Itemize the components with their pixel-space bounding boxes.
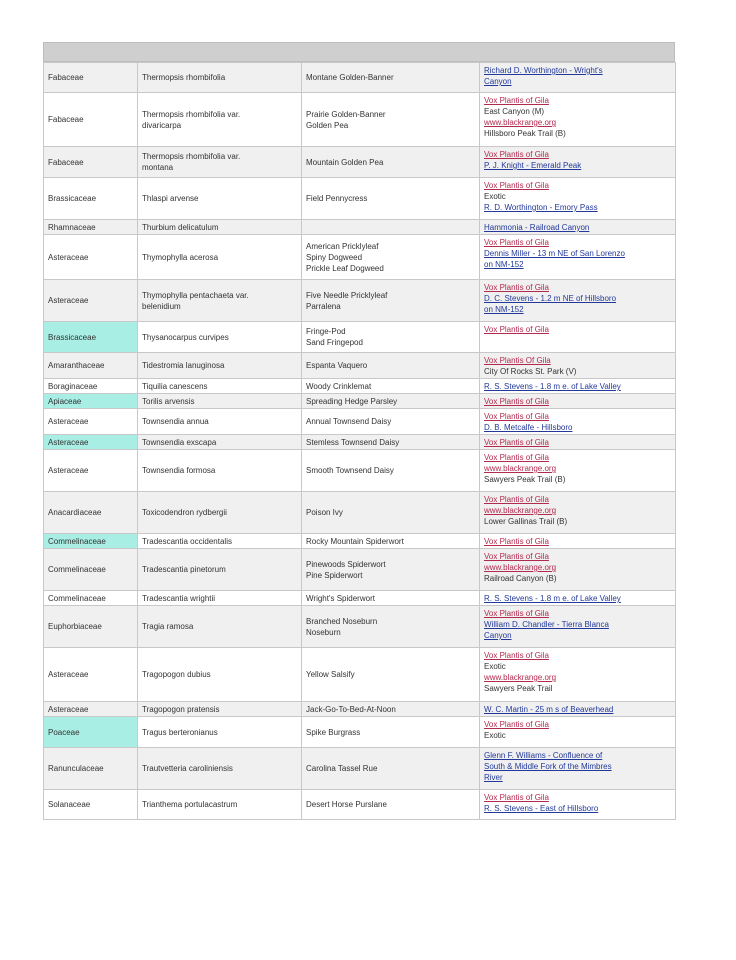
- common-name-line: Poison Ivy: [306, 508, 343, 517]
- table-row: [44, 220, 676, 235]
- common-name-cell: [302, 748, 480, 790]
- table-row: [44, 702, 676, 717]
- family-cell: Commelinaceae: [44, 549, 138, 591]
- family-cell: Fabaceae: [44, 93, 138, 147]
- scientific-name-cell: [138, 450, 302, 492]
- common-name-line: Spike Burgrass: [306, 727, 361, 737]
- common-name-line: Branched Noseburn: [306, 616, 378, 626]
- table-row: [44, 591, 676, 606]
- reference-cell: [480, 394, 676, 409]
- scientific-name-line: divaricarpa: [142, 120, 182, 130]
- family-cell: Brassicaceae: [44, 322, 138, 353]
- common-name-line: Five Needle Pricklyleaf: [306, 290, 388, 300]
- reference-cell: [480, 93, 676, 147]
- reference-link[interactable]: www.blackrange.org: [484, 506, 557, 515]
- common-name-line: Spiny Dogweed: [306, 252, 363, 262]
- reference-link[interactable]: R. S. Stevens - 1.8 m e. of Lake Valley: [484, 594, 621, 603]
- scientific-name-cell: [138, 147, 302, 178]
- scientific-name-line: belenidium: [142, 301, 181, 311]
- scientific-name-line: Tradescantia pinetorum: [142, 565, 226, 574]
- reference-link[interactable]: www.blackrange.org: [484, 464, 557, 473]
- reference-note: Sawyers Peak Trail: [484, 684, 553, 693]
- common-name-cell: [302, 591, 480, 606]
- table-row: [44, 394, 676, 409]
- reference-link[interactable]: R. D. Worthington - Emory Pass: [484, 203, 598, 212]
- common-name-cell: [302, 450, 480, 492]
- reference-link[interactable]: R. S. Stevens - East of Hillsboro: [484, 804, 599, 813]
- family-cell: Asteraceae: [44, 450, 138, 492]
- table-row: [44, 93, 676, 147]
- common-name-line: Prairie Golden-Banner: [306, 109, 386, 119]
- reference-cell: [480, 534, 676, 549]
- scientific-name-cell: [138, 492, 302, 534]
- reference-link[interactable]: Vox Plantis of Gila: [484, 609, 549, 618]
- table-row: [44, 63, 676, 93]
- reference-cell: [480, 591, 676, 606]
- reference-note: City Of Rocks St. Park (V): [484, 367, 577, 376]
- scientific-name-cell: [138, 790, 302, 820]
- reference-cell: [480, 147, 676, 178]
- reference-link[interactable]: Richard D. Worthington - Wright's: [484, 66, 603, 75]
- reference-cell: [480, 702, 676, 717]
- family-cell: Solanaceae: [44, 790, 138, 820]
- reference-link[interactable]: Vox Plantis of Gila: [484, 325, 549, 334]
- reference-link[interactable]: on NM-152: [484, 305, 524, 314]
- reference-link[interactable]: Canyon: [484, 631, 512, 640]
- common-name-cell: [302, 702, 480, 717]
- table-row: [44, 534, 676, 549]
- reference-note: Lower Gallinas Trail (B): [484, 517, 568, 526]
- common-name-line: Carolina Tassel Rue: [306, 764, 378, 773]
- common-name-line: Annual Townsend Daisy: [306, 417, 392, 426]
- reference-note: Exotic: [484, 662, 506, 671]
- common-name-line: Desert Horse Purslane: [306, 800, 387, 809]
- common-name-cell: [302, 409, 480, 435]
- scientific-name-line: Tiquilia canescens: [142, 381, 208, 391]
- family-cell: Anacardiaceae: [44, 492, 138, 534]
- common-name-line: Smooth Townsend Daisy: [306, 466, 394, 475]
- reference-link[interactable]: Vox Plantis of Gila: [484, 651, 549, 660]
- common-name-cell: [302, 549, 480, 591]
- table-row: [44, 717, 676, 748]
- common-name-cell: [302, 492, 480, 534]
- reference-note: Exotic: [484, 192, 506, 201]
- reference-cell: [480, 435, 676, 450]
- scientific-name-line: Thurbium delicatulum: [142, 222, 219, 232]
- reference-cell: [480, 235, 676, 280]
- scientific-name-line: Thysanocarpus curvipes: [142, 332, 229, 342]
- table-header-bar: [43, 42, 675, 62]
- reference-link[interactable]: Vox Plantis of Gila: [484, 397, 549, 406]
- scientific-name-cell: [138, 63, 302, 93]
- scientific-name-line: Townsendia exscapa: [142, 437, 217, 447]
- common-name-line: Parralena: [306, 301, 341, 311]
- reference-cell: [480, 748, 676, 790]
- family-cell: Fabaceae: [44, 63, 138, 93]
- scientific-name-cell: [138, 648, 302, 702]
- reference-cell: [480, 220, 676, 235]
- table-row: [44, 280, 676, 322]
- reference-link[interactable]: Vox Plantis of Gila: [484, 181, 549, 190]
- reference-link[interactable]: Vox Plantis Of Gila: [484, 356, 551, 365]
- reference-link[interactable]: Vox Plantis of Gila: [484, 438, 549, 447]
- scientific-name-line: Thymophylla acerosa: [142, 252, 219, 262]
- scientific-name-line: Tidestromia lanuginosa: [142, 361, 225, 370]
- reference-link[interactable]: www.blackrange.org: [484, 673, 557, 682]
- scientific-name-cell: [138, 591, 302, 606]
- scientific-name-line: Tradescantia occidentalis: [142, 536, 232, 546]
- reference-note: Railroad Canyon (B): [484, 574, 557, 583]
- reference-link[interactable]: Vox Plantis of Gila: [484, 537, 549, 546]
- reference-link[interactable]: Vox Plantis of Gila: [484, 453, 549, 462]
- scientific-name-line: Tragopogon pratensis: [142, 704, 220, 714]
- scientific-name-line: Tragia ramosa: [142, 622, 194, 631]
- table-row: [44, 648, 676, 702]
- common-name-line: Woody Crinklemat: [306, 381, 372, 391]
- scientific-name-cell: [138, 353, 302, 379]
- common-name-cell: [302, 147, 480, 178]
- table-row: [44, 748, 676, 790]
- table-row: [44, 322, 676, 353]
- common-name-line: Prickle Leaf Dogweed: [306, 263, 384, 273]
- scientific-name-cell: [138, 409, 302, 435]
- reference-link[interactable]: Vox Plantis of Gila: [484, 793, 549, 802]
- table-row: [44, 549, 676, 591]
- scientific-name-line: montana: [142, 163, 174, 172]
- family-cell: Asteraceae: [44, 235, 138, 280]
- reference-cell: [480, 606, 676, 648]
- reference-link[interactable]: Dennis Miller - 13 m NE of San Lorenzo: [484, 249, 625, 258]
- family-cell: Asteraceae: [44, 409, 138, 435]
- common-name-cell: [302, 178, 480, 220]
- plant-list-sheet: [43, 42, 675, 820]
- table-row: [44, 450, 676, 492]
- family-cell: Commelinaceae: [44, 591, 138, 606]
- scientific-name-line: Thermopsis rhombifolia var.: [142, 109, 241, 119]
- scientific-name-line: Torilis arvensis: [142, 396, 195, 406]
- scientific-name-cell: [138, 322, 302, 353]
- scientific-name-line: Townsendia annua: [142, 417, 209, 426]
- scientific-name-line: Trautvetteria caroliniensis: [142, 764, 233, 773]
- reference-link[interactable]: Vox Plantis of Gila: [484, 283, 549, 292]
- common-name-line: Mountain Golden Pea: [306, 157, 384, 167]
- scientific-name-cell: [138, 394, 302, 409]
- common-name-line: Spreading Hedge Parsley: [306, 396, 398, 406]
- reference-link[interactable]: W. C. Martin - 25 m s of Beaverhead: [484, 705, 614, 714]
- scientific-name-cell: [138, 220, 302, 235]
- scientific-name-cell: [138, 549, 302, 591]
- family-cell: Euphorbiaceae: [44, 606, 138, 648]
- reference-link[interactable]: Vox Plantis of Gila: [484, 96, 549, 105]
- reference-link[interactable]: Vox Plantis of Gila: [484, 495, 549, 504]
- table-row: [44, 409, 676, 435]
- common-name-line: Rocky Mountain Spiderwort: [306, 536, 404, 546]
- common-name-line: Noseburn: [306, 627, 341, 637]
- reference-cell: [480, 379, 676, 394]
- reference-link[interactable]: www.blackrange.org: [484, 563, 557, 572]
- common-name-cell: [302, 379, 480, 394]
- reference-cell: [480, 178, 676, 220]
- scientific-name-cell: [138, 379, 302, 394]
- scientific-name-line: Thermopsis rhombifolia: [142, 73, 226, 82]
- scientific-name-line: Townsendia formosa: [142, 466, 216, 475]
- reference-link[interactable]: on NM-152: [484, 260, 524, 269]
- scientific-name-line: Thymophylla pentachaeta var.: [142, 290, 249, 300]
- scientific-name-line: Thlaspi arvense: [142, 194, 199, 203]
- reference-link[interactable]: D. C. Stevens - 1.2 m NE of Hillsboro: [484, 294, 617, 303]
- table-row: [44, 353, 676, 379]
- family-cell: Commelinaceae: [44, 534, 138, 549]
- common-name-cell: [302, 322, 480, 353]
- table-row: [44, 492, 676, 534]
- scientific-name-cell: [138, 435, 302, 450]
- common-name-line: American Pricklyleaf: [306, 241, 379, 251]
- common-name-line: Jack-Go-To-Bed-At-Noon: [306, 704, 396, 714]
- common-name-cell: [302, 235, 480, 280]
- common-name-cell: [302, 220, 480, 235]
- scientific-name-cell: [138, 717, 302, 748]
- reference-cell: [480, 717, 676, 748]
- common-name-line: Stemless Townsend Daisy: [306, 437, 400, 447]
- reference-link[interactable]: Canyon: [484, 77, 512, 86]
- family-cell: Asteraceae: [44, 702, 138, 717]
- reference-cell: [480, 450, 676, 492]
- reference-cell: [480, 353, 676, 379]
- common-name-line: Field Pennycress: [306, 194, 368, 203]
- common-name-cell: [302, 648, 480, 702]
- reference-cell: [480, 492, 676, 534]
- table-row: [44, 178, 676, 220]
- common-name-line: Pinewoods Spiderwort: [306, 559, 386, 569]
- reference-link[interactable]: William D. Chandler - Tierra Blanca: [484, 620, 609, 629]
- reference-link[interactable]: Vox Plantis of Gila: [484, 412, 549, 421]
- scientific-name-cell: [138, 534, 302, 549]
- scientific-name-line: Tragus berteronianus: [142, 727, 218, 737]
- scientific-name-line: Thermopsis rhombifolia var.: [142, 152, 241, 161]
- family-cell: Brassicaceae: [44, 178, 138, 220]
- reference-link[interactable]: D. B. Metcalfe - Hillsboro: [484, 423, 573, 432]
- reference-link[interactable]: Hammonia - Railroad Canyon: [484, 223, 590, 232]
- reference-note: Sawyers Peak Trail (B): [484, 475, 566, 484]
- common-name-cell: [302, 606, 480, 648]
- common-name-line: Wright's Spiderwort: [306, 593, 375, 603]
- scientific-name-line: Toxicodendron rydbergii: [142, 508, 227, 517]
- reference-link[interactable]: www.blackrange.org: [484, 118, 557, 127]
- scientific-name-cell: [138, 280, 302, 322]
- family-cell: Asteraceae: [44, 280, 138, 322]
- reference-link[interactable]: Vox Plantis of Gila: [484, 238, 549, 247]
- common-name-line: Sand Fringepod: [306, 338, 363, 347]
- table-row: [44, 606, 676, 648]
- table-row: [44, 235, 676, 280]
- common-name-line: Montane Golden-Banner: [306, 73, 394, 82]
- common-name-line: Fringe-Pod: [306, 327, 346, 336]
- common-name-cell: [302, 534, 480, 549]
- plant-table: [43, 62, 676, 820]
- table-row: [44, 435, 676, 450]
- family-cell: Ranunculaceae: [44, 748, 138, 790]
- common-name-cell: [302, 717, 480, 748]
- scientific-name-cell: [138, 93, 302, 147]
- reference-link[interactable]: South & Middle Fork of the Mimbres: [484, 762, 612, 771]
- common-name-line: Pine Spiderwort: [306, 570, 363, 580]
- reference-note: East Canyon (M): [484, 107, 545, 116]
- reference-link[interactable]: Vox Plantis of Gila: [484, 150, 549, 159]
- scientific-name-cell: [138, 235, 302, 280]
- reference-link[interactable]: Glenn F. Williams - Confluence of: [484, 751, 603, 760]
- reference-link[interactable]: R. S. Stevens - 1.8 m e. of Lake Valley: [484, 382, 621, 391]
- reference-cell: [480, 63, 676, 93]
- reference-cell: [480, 322, 676, 353]
- family-cell: Boraginaceae: [44, 379, 138, 394]
- reference-cell: [480, 409, 676, 435]
- common-name-line: Yellow Salsify: [306, 670, 355, 679]
- table-row: [44, 379, 676, 394]
- table-row: [44, 147, 676, 178]
- common-name-cell: [302, 280, 480, 322]
- reference-link[interactable]: Vox Plantis of Gila: [484, 552, 549, 561]
- family-cell: Apiaceae: [44, 394, 138, 409]
- common-name-line: Espanta Vaquero: [306, 361, 368, 370]
- reference-note: Hillsboro Peak Trail (B): [484, 129, 566, 138]
- common-name-cell: [302, 93, 480, 147]
- reference-cell: [480, 648, 676, 702]
- common-name-cell: [302, 790, 480, 820]
- reference-cell: [480, 790, 676, 820]
- family-cell: Amaranthaceae: [44, 353, 138, 379]
- reference-link[interactable]: P. J. Knight - Emerald Peak: [484, 161, 582, 170]
- family-cell: Asteraceae: [44, 435, 138, 450]
- scientific-name-cell: [138, 702, 302, 717]
- reference-cell: [480, 549, 676, 591]
- family-cell: Fabaceae: [44, 147, 138, 178]
- reference-note: Exotic: [484, 731, 506, 740]
- scientific-name-cell: [138, 606, 302, 648]
- scientific-name-cell: [138, 748, 302, 790]
- reference-cell: [480, 280, 676, 322]
- reference-link[interactable]: River: [484, 773, 503, 782]
- common-name-cell: [302, 63, 480, 93]
- table-row: [44, 790, 676, 820]
- common-name-cell: [302, 353, 480, 379]
- family-cell: Poaceae: [44, 717, 138, 748]
- common-name-cell: [302, 394, 480, 409]
- common-name-line: Golden Pea: [306, 120, 349, 130]
- family-cell: Asteraceae: [44, 648, 138, 702]
- family-cell: Rhamnaceae: [44, 220, 138, 235]
- scientific-name-line: Trianthema portulacastrum: [142, 800, 238, 809]
- scientific-name-line: Tradescantia wrightii: [142, 593, 216, 603]
- common-name-cell: [302, 435, 480, 450]
- scientific-name-line: Tragopogon dubius: [142, 670, 211, 679]
- scientific-name-cell: [138, 178, 302, 220]
- reference-link[interactable]: Vox Plantis of Gila: [484, 720, 549, 729]
